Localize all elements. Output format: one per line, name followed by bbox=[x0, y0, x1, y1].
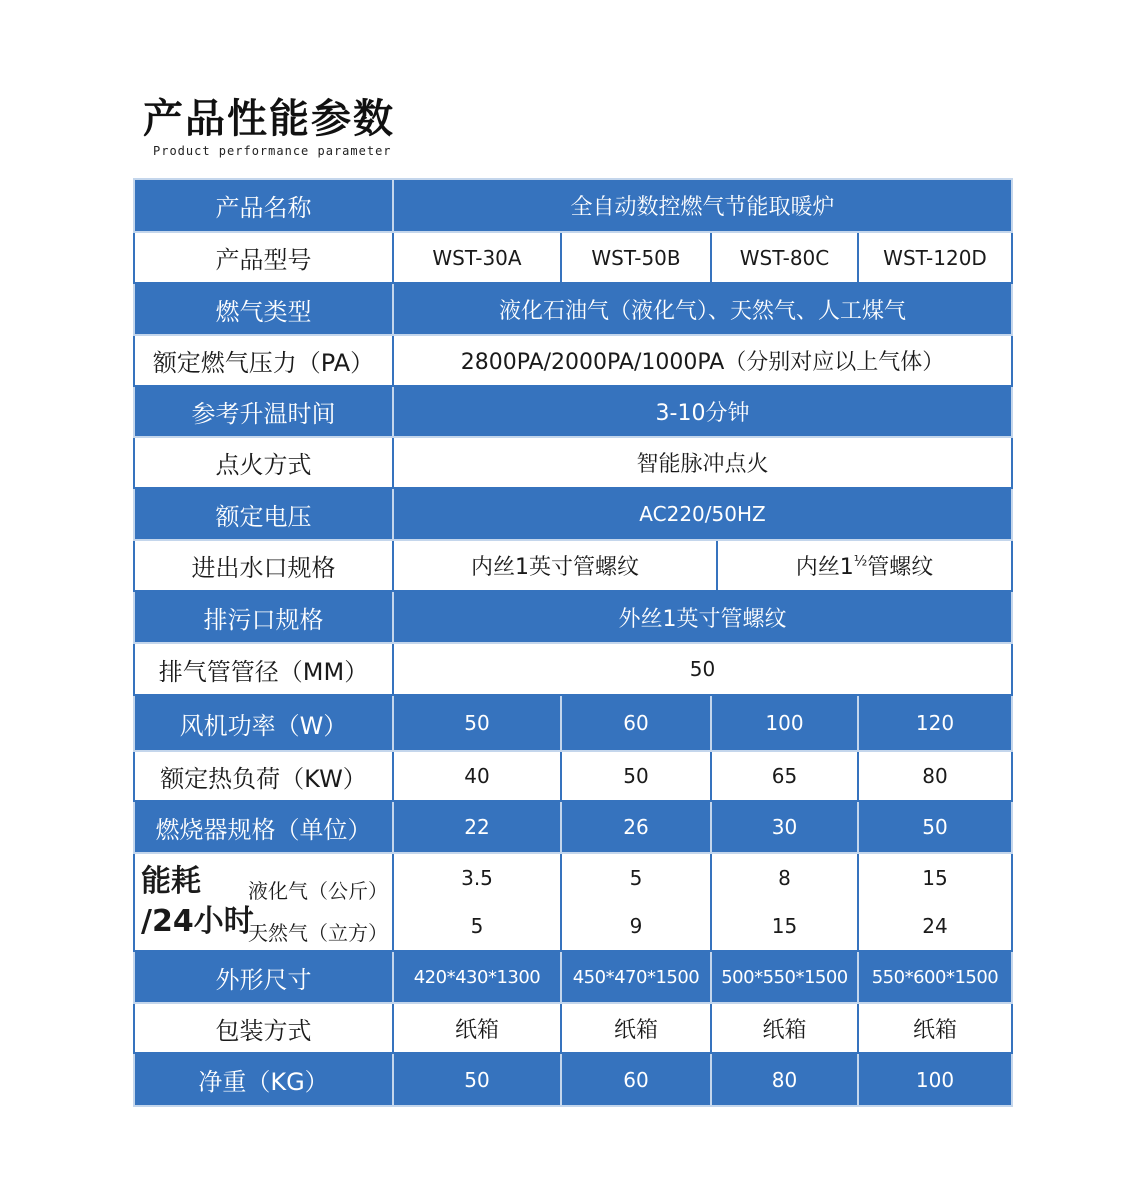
packaging-value: 纸箱 bbox=[393, 1003, 561, 1053]
page-title: 产品性能参数 bbox=[143, 96, 395, 142]
model-label: 产品型号 bbox=[134, 232, 393, 283]
water-port-value-2 bbox=[717, 540, 1012, 591]
energy-ng-value: 9 bbox=[629, 914, 643, 938]
net-weight-value: 50 bbox=[393, 1053, 561, 1106]
water-port-fraction: ½ bbox=[853, 553, 868, 570]
gas-type-label: 燃气类型 bbox=[134, 283, 393, 335]
dimensions-value: 450*470*1500 bbox=[561, 951, 711, 1003]
row-fan-power bbox=[134, 695, 1012, 751]
energy-col bbox=[711, 853, 858, 951]
row-burner bbox=[134, 801, 1012, 853]
energy-label-line2: /24小时 bbox=[141, 904, 254, 939]
ignition-label: 点火方式 bbox=[134, 437, 393, 488]
energy-label-line1: 能耗 bbox=[141, 864, 201, 899]
dimensions-value: 500*550*1500 bbox=[711, 951, 858, 1003]
heat-time-label: 参考升温时间 bbox=[134, 386, 393, 437]
energy-col bbox=[393, 853, 561, 951]
dimensions-value: 420*430*1300 bbox=[393, 951, 561, 1003]
model-value: WST-50B bbox=[561, 232, 711, 283]
heat-load-value: 65 bbox=[711, 751, 858, 801]
exhaust-label: 排气管管径（MM） bbox=[134, 643, 393, 695]
water-port-prefix: 内丝1 bbox=[795, 555, 854, 580]
row-heat-time bbox=[134, 386, 1012, 437]
heat-time-value: 3-10分钟 bbox=[393, 386, 1012, 437]
burner-value: 26 bbox=[561, 801, 711, 853]
ignition-value: 智能脉冲点火 bbox=[393, 437, 1012, 488]
packaging-label: 包装方式 bbox=[134, 1003, 393, 1053]
water-port-value-1: 内丝1英寸管螺纹 bbox=[393, 540, 717, 591]
row-energy bbox=[134, 853, 1012, 951]
model-value: WST-80C bbox=[711, 232, 858, 283]
voltage-label: 额定电压 bbox=[134, 488, 393, 540]
packaging-value: 纸箱 bbox=[561, 1003, 711, 1053]
row-exhaust bbox=[134, 643, 1012, 695]
energy-lpg-value: 3.5 bbox=[461, 866, 493, 890]
energy-lpg-value: 5 bbox=[629, 866, 643, 890]
exhaust-value: 50 bbox=[393, 643, 1012, 695]
row-product-name bbox=[134, 179, 1012, 232]
energy-col bbox=[858, 853, 1012, 951]
energy-ng-value: 15 bbox=[771, 914, 798, 938]
gas-pressure-label: 额定燃气压力（PA） bbox=[134, 335, 393, 386]
burner-value: 50 bbox=[858, 801, 1012, 853]
row-gas-pressure bbox=[134, 335, 1012, 386]
gas-pressure-value: 2800PA/2000PA/1000PA（分别对应以上气体） bbox=[393, 335, 1012, 386]
row-model bbox=[134, 232, 1012, 283]
water-port-label: 进出水口规格 bbox=[134, 540, 393, 591]
fan-power-value: 120 bbox=[858, 695, 1012, 751]
water-port-suffix: 管螺纹 bbox=[867, 555, 934, 580]
fan-power-label: 风机功率（W） bbox=[134, 695, 393, 751]
energy-label-cell bbox=[134, 853, 393, 951]
energy-lpg-value: 15 bbox=[922, 866, 948, 890]
voltage-value: AC220/50HZ bbox=[393, 488, 1012, 540]
row-packaging bbox=[134, 1003, 1012, 1053]
fan-power-value: 60 bbox=[561, 695, 711, 751]
row-drain-port bbox=[134, 591, 1012, 643]
energy-col bbox=[561, 853, 711, 951]
heat-load-value: 50 bbox=[561, 751, 711, 801]
row-ignition bbox=[134, 437, 1012, 488]
energy-lpg-label: 液化气（公斤） bbox=[248, 879, 388, 903]
row-water-port bbox=[134, 540, 1012, 591]
burner-value: 22 bbox=[393, 801, 561, 853]
net-weight-value: 60 bbox=[561, 1053, 711, 1106]
drain-port-label: 排污口规格 bbox=[134, 591, 393, 643]
page-subtitle: Product performance parameter bbox=[153, 144, 392, 158]
energy-ng-value: 24 bbox=[922, 914, 948, 938]
row-heat-load bbox=[134, 751, 1012, 801]
gas-type-value: 液化石油气（液化气）、天然气、人工煤气 bbox=[393, 283, 1012, 335]
row-gas-type bbox=[134, 283, 1012, 335]
net-weight-value: 80 bbox=[711, 1053, 858, 1106]
dimensions-value: 550*600*1500 bbox=[858, 951, 1012, 1003]
fan-power-value: 100 bbox=[711, 695, 858, 751]
heat-load-value: 40 bbox=[393, 751, 561, 801]
drain-port-value: 外丝1英寸管螺纹 bbox=[393, 591, 1012, 643]
energy-ng-label: 天然气（立方） bbox=[248, 921, 388, 945]
packaging-value: 纸箱 bbox=[858, 1003, 1012, 1053]
product-name-label: 产品名称 bbox=[134, 179, 393, 232]
energy-ng-value: 5 bbox=[470, 914, 484, 938]
row-voltage bbox=[134, 488, 1012, 540]
fan-power-value: 50 bbox=[393, 695, 561, 751]
heat-load-label: 额定热负荷（KW） bbox=[134, 751, 393, 801]
product-name-value: 全自动数控燃气节能取暖炉 bbox=[393, 179, 1012, 232]
net-weight-value: 100 bbox=[858, 1053, 1012, 1106]
packaging-value: 纸箱 bbox=[711, 1003, 858, 1053]
model-value: WST-120D bbox=[858, 232, 1012, 283]
model-value: WST-30A bbox=[393, 232, 561, 283]
spec-table bbox=[133, 178, 1013, 1107]
heat-load-value: 80 bbox=[858, 751, 1012, 801]
row-dimensions bbox=[134, 951, 1012, 1003]
net-weight-label: 净重（KG） bbox=[134, 1053, 393, 1106]
row-net-weight bbox=[134, 1053, 1012, 1106]
burner-value: 30 bbox=[711, 801, 858, 853]
energy-lpg-value: 8 bbox=[778, 866, 791, 890]
burner-label: 燃烧器规格（单位） bbox=[134, 801, 393, 853]
dimensions-label: 外形尺寸 bbox=[134, 951, 393, 1003]
